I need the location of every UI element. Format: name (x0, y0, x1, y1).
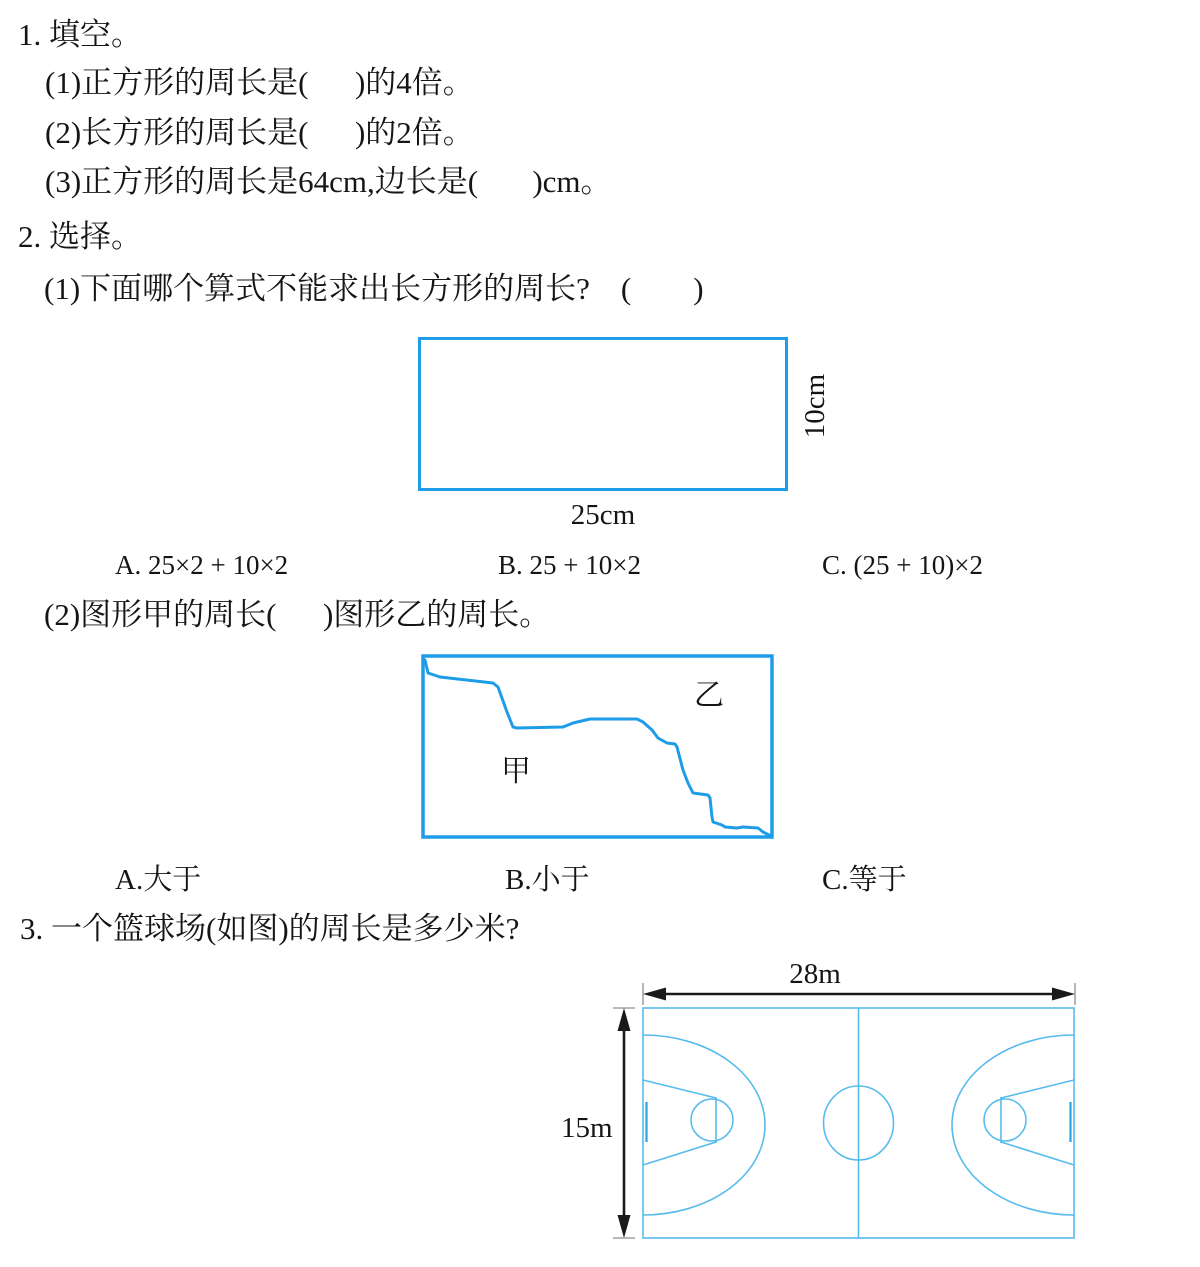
q2p1-option-b: B. 25 + 10×2 (498, 550, 641, 580)
q2p2-option-c: C.等于 (822, 864, 907, 896)
region-label-yi: 乙 (694, 679, 724, 712)
court-height-label: 15m (561, 1112, 613, 1144)
key-lines-left (643, 1080, 716, 1165)
q1-title: 1. 填空。 (18, 17, 142, 52)
free-throw-circle-left (691, 1099, 733, 1141)
arrowhead-top (618, 1008, 631, 1031)
region-label-jia: 甲 (501, 755, 531, 788)
rect-height-label: 10cm (799, 373, 831, 439)
q2-title: 2. 选择。 (18, 219, 142, 254)
basketball-court-figure (555, 950, 1100, 1262)
q2p1-option-c: C. (25 + 10)×2 (822, 550, 983, 580)
three-point-arc-right (952, 1035, 1074, 1215)
q1-item-1: (1)正方形的周长是( )的4倍。 (45, 65, 474, 100)
q2p1-option-a: A. 25×2 + 10×2 (115, 550, 289, 580)
q3-prompt: 3. 一个篮球场(如图)的周长是多少米? (20, 911, 520, 946)
arrowhead-bottom (618, 1215, 631, 1238)
q2p2-option-a: A.大于 (115, 864, 202, 896)
rect-width-label: 25cm (570, 499, 636, 531)
arrowhead-left (643, 988, 666, 1001)
q1-item-2: (2)长方形的周长是( )的2倍。 (45, 115, 474, 150)
q1-item-3: (3)正方形的周长是64cm,边长是( )cm。 (45, 164, 612, 199)
rectangle-figure (418, 337, 788, 491)
q2-part1-prompt: (1)下面哪个算式不能求出长方形的周长? ( ) (44, 271, 704, 306)
court-width-label: 28m (789, 958, 841, 990)
free-throw-circle-right (984, 1099, 1026, 1141)
three-point-arc-left (643, 1035, 765, 1215)
q2p2-option-b: B.小于 (505, 864, 590, 896)
key-lines-right (1001, 1080, 1074, 1165)
arrowhead-right (1052, 988, 1075, 1001)
q2-part2-prompt: (2)图形甲的周长( )图形乙的周长。 (44, 597, 551, 632)
